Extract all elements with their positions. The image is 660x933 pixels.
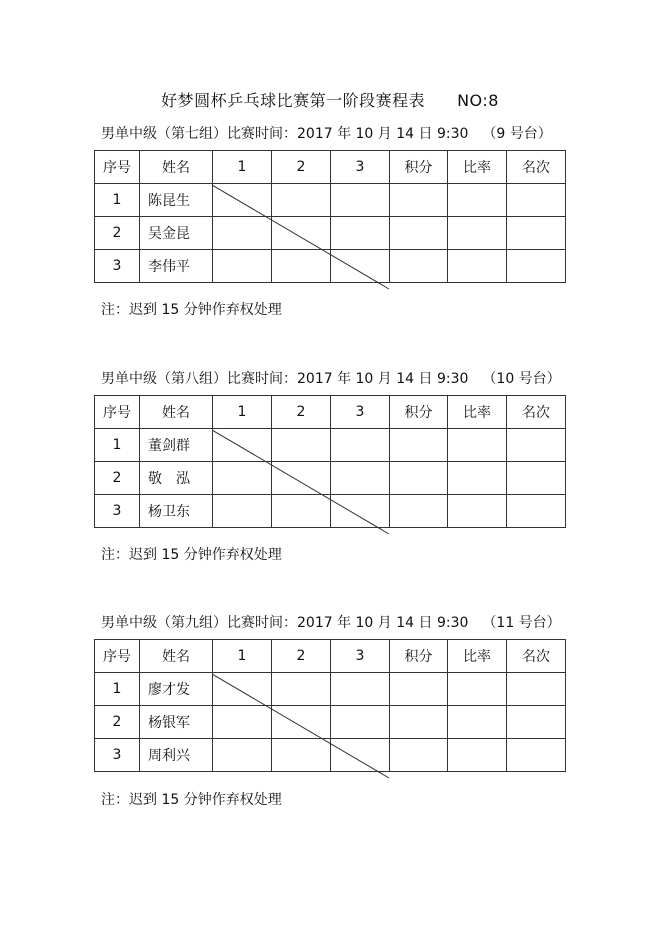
col-header-2: 2 xyxy=(272,640,331,673)
score-cell[interactable] xyxy=(272,495,331,528)
col-header-ratio: 比率 xyxy=(448,151,507,184)
ratio-cell[interactable] xyxy=(448,429,507,462)
score-cell[interactable] xyxy=(331,739,390,772)
table-header-row xyxy=(95,151,566,184)
score-cell[interactable] xyxy=(213,706,272,739)
player-name: 陈昆生 xyxy=(140,184,213,217)
table-row xyxy=(95,495,566,528)
col-header-seq: 序号 xyxy=(95,396,140,429)
late-note: 注：迟到 15 分钟作弃权处理 xyxy=(101,547,282,563)
division-label: 男单中级 xyxy=(101,615,157,631)
table-row xyxy=(95,462,566,495)
score-cell[interactable] xyxy=(272,706,331,739)
points-cell[interactable] xyxy=(390,462,448,495)
group-name: （第八组） xyxy=(157,371,227,387)
score-cell[interactable] xyxy=(213,462,272,495)
ratio-cell[interactable] xyxy=(448,462,507,495)
player-seq: 3 xyxy=(95,495,140,528)
group-name: （第九组） xyxy=(157,615,227,631)
table-number: （11 号台） xyxy=(482,615,561,631)
score-cell[interactable] xyxy=(213,217,272,250)
table-row xyxy=(95,184,566,217)
points-cell[interactable] xyxy=(390,429,448,462)
table-row xyxy=(95,429,566,462)
player-seq: 3 xyxy=(95,739,140,772)
table-header-row xyxy=(95,396,566,429)
score-cell[interactable] xyxy=(272,462,331,495)
match-time: 2017 年 10 月 14 日 9:30 xyxy=(297,371,469,387)
group-name: （第七组） xyxy=(157,126,227,142)
table-row xyxy=(95,739,566,772)
division-label: 男单中级 xyxy=(101,371,157,387)
col-header-name: 姓名 xyxy=(140,396,213,429)
score-cell[interactable] xyxy=(272,429,331,462)
player-seq: 2 xyxy=(95,462,140,495)
table-number: （9 号台） xyxy=(482,126,552,142)
rank-cell[interactable] xyxy=(507,495,566,528)
points-cell[interactable] xyxy=(390,184,448,217)
player-seq: 2 xyxy=(95,217,140,250)
col-header-rank: 名次 xyxy=(507,151,566,184)
rank-cell[interactable] xyxy=(507,706,566,739)
score-cell[interactable] xyxy=(213,739,272,772)
rank-cell[interactable] xyxy=(507,184,566,217)
round-robin-table-9 xyxy=(94,639,566,772)
col-header-3: 3 xyxy=(331,396,390,429)
player-name: 廖才发 xyxy=(140,673,213,706)
ratio-cell[interactable] xyxy=(448,706,507,739)
player-name: 杨卫东 xyxy=(140,495,213,528)
player-name: 周利兴 xyxy=(140,739,213,772)
score-cell[interactable] xyxy=(213,429,272,462)
col-header-rank: 名次 xyxy=(507,396,566,429)
col-header-1: 1 xyxy=(213,396,272,429)
score-cell[interactable] xyxy=(331,217,390,250)
rank-cell[interactable] xyxy=(507,739,566,772)
table-row xyxy=(95,706,566,739)
score-cell[interactable] xyxy=(331,184,390,217)
rank-cell[interactable] xyxy=(507,462,566,495)
col-header-ratio: 比率 xyxy=(448,396,507,429)
player-name: 杨银军 xyxy=(140,706,213,739)
score-cell[interactable] xyxy=(272,217,331,250)
score-cell[interactable] xyxy=(331,429,390,462)
rank-cell[interactable] xyxy=(507,429,566,462)
col-header-name: 姓名 xyxy=(140,151,213,184)
player-name: 董剑群 xyxy=(140,429,213,462)
ratio-cell[interactable] xyxy=(448,673,507,706)
col-header-2: 2 xyxy=(272,396,331,429)
col-header-points: 积分 xyxy=(390,151,448,184)
points-cell[interactable] xyxy=(390,706,448,739)
ratio-cell[interactable] xyxy=(448,184,507,217)
late-note: 注：迟到 15 分钟作弃权处理 xyxy=(101,302,282,318)
score-cell[interactable] xyxy=(272,184,331,217)
match-time: 2017 年 10 月 14 日 9:30 xyxy=(297,126,469,142)
group-header-8 xyxy=(101,368,561,388)
col-header-rank: 名次 xyxy=(507,640,566,673)
rank-cell[interactable] xyxy=(507,673,566,706)
round-robin-table-7 xyxy=(94,150,566,283)
score-cell[interactable] xyxy=(213,184,272,217)
match-time: 2017 年 10 月 14 日 9:30 xyxy=(297,615,469,631)
col-header-ratio: 比率 xyxy=(448,640,507,673)
title-text: 好梦圆杯乒乓球比赛第一阶段赛程表 xyxy=(161,91,426,110)
ratio-cell[interactable] xyxy=(448,739,507,772)
score-cell[interactable] xyxy=(331,706,390,739)
sheet-number: NO:8 xyxy=(457,91,499,110)
score-cell[interactable] xyxy=(213,495,272,528)
col-header-seq: 序号 xyxy=(95,640,140,673)
rank-cell[interactable] xyxy=(507,217,566,250)
table-row xyxy=(95,250,566,283)
points-cell[interactable] xyxy=(390,739,448,772)
table-number: （10 号台） xyxy=(482,371,561,387)
points-cell[interactable] xyxy=(390,495,448,528)
score-cell[interactable] xyxy=(272,673,331,706)
player-name: 李伟平 xyxy=(140,250,213,283)
table-row xyxy=(95,217,566,250)
player-name: 敬 泓 xyxy=(140,462,213,495)
player-seq: 1 xyxy=(95,429,140,462)
time-label: 比赛时间： xyxy=(227,615,297,631)
col-header-name: 姓名 xyxy=(140,640,213,673)
table-row xyxy=(95,673,566,706)
player-seq: 3 xyxy=(95,250,140,283)
round-robin-table-8 xyxy=(94,395,566,528)
ratio-cell[interactable] xyxy=(448,217,507,250)
late-note: 注：迟到 15 分钟作弃权处理 xyxy=(101,792,282,808)
score-cell[interactable] xyxy=(331,495,390,528)
division-label: 男单中级 xyxy=(101,126,157,142)
col-header-1: 1 xyxy=(213,151,272,184)
player-seq: 1 xyxy=(95,673,140,706)
points-cell[interactable] xyxy=(390,217,448,250)
score-cell[interactable] xyxy=(213,250,272,283)
col-header-2: 2 xyxy=(272,151,331,184)
col-header-points: 积分 xyxy=(390,640,448,673)
points-cell[interactable] xyxy=(390,250,448,283)
player-seq: 2 xyxy=(95,706,140,739)
col-header-3: 3 xyxy=(331,151,390,184)
table-header-row xyxy=(95,640,566,673)
score-cell[interactable] xyxy=(331,462,390,495)
group-header-7 xyxy=(101,123,552,143)
points-cell[interactable] xyxy=(390,673,448,706)
player-name: 吴金昆 xyxy=(140,217,213,250)
col-header-points: 积分 xyxy=(390,396,448,429)
score-cell[interactable] xyxy=(331,250,390,283)
score-cell[interactable] xyxy=(331,673,390,706)
player-seq: 1 xyxy=(95,184,140,217)
col-header-3: 3 xyxy=(331,640,390,673)
page-title xyxy=(0,88,660,111)
score-cell[interactable] xyxy=(272,250,331,283)
ratio-cell[interactable] xyxy=(448,495,507,528)
col-header-seq: 序号 xyxy=(95,151,140,184)
ratio-cell[interactable] xyxy=(448,250,507,283)
time-label: 比赛时间： xyxy=(227,126,297,142)
col-header-1: 1 xyxy=(213,640,272,673)
time-label: 比赛时间： xyxy=(227,371,297,387)
score-cell[interactable] xyxy=(213,673,272,706)
rank-cell[interactable] xyxy=(507,250,566,283)
score-cell[interactable] xyxy=(272,739,331,772)
group-header-9 xyxy=(101,612,561,632)
